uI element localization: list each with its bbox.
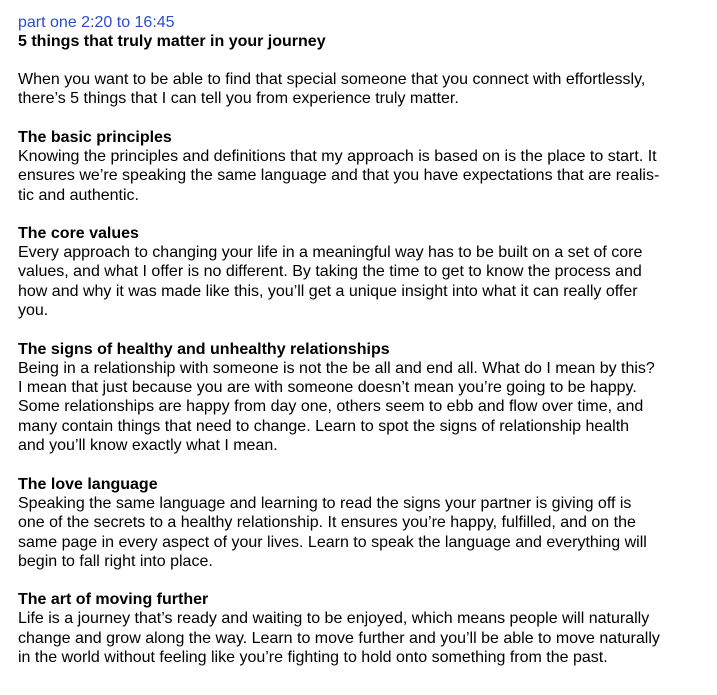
section-moving-further (18, 590, 707, 667)
body-line: values, and what I offer is no different. By taking the time to get to know the process and (18, 263, 642, 281)
document-title: 5 things that truly matter in your journey (18, 33, 326, 50)
body-line: many contain things that need to change. Learn to spot the signs of relationship health (18, 417, 630, 435)
section-title: The love language (18, 475, 158, 493)
section-body (18, 243, 707, 321)
body-line: Every approach to changing your life in a meaningful way has to be built on a set of core (18, 244, 643, 262)
section-core-values (18, 224, 707, 321)
body-line: tic and authentic. (18, 186, 139, 204)
section-relationship-signs (18, 340, 707, 456)
body-line: I mean that just because you are with someone doesn’t mean you’re going to be happy. (18, 379, 637, 397)
body-line: Life is a journey that’s ready and waiting to be enjoyed, which means people will naturally (18, 610, 650, 628)
body-line: Being in a relationship with someone is not the be all and end all. What do I mean by this? (18, 359, 655, 377)
section-love-language (18, 475, 707, 572)
body-line: ensures we’re speaking the same language and that you have expectations that are realis- (18, 167, 660, 185)
section-basic-principles (18, 128, 707, 205)
body-line: how and why it was made like this, you’ll get a unique insight into what it can really offer (18, 282, 638, 300)
body-line: one of the secrets to a healthy relationship. It ensures you’re happy, fulfilled, and on the (18, 514, 636, 532)
body-line: you. (18, 302, 49, 320)
intro-line: When you want to be able to find that special someone that you connect with effortlessly, (18, 71, 646, 88)
body-line: Speaking the same language and learning to read the signs your partner is giving off is (18, 494, 632, 512)
section-title: The signs of healthy and unhealthy relationships (18, 340, 390, 358)
section-body (18, 609, 707, 667)
section-title: The core values (18, 225, 139, 243)
section-body (18, 147, 707, 205)
section-body (18, 494, 707, 572)
body-line: and you’ll know exactly what I mean. (18, 437, 278, 455)
body-line: change and grow along the way. Learn to move further and you’ll be able to move naturally (18, 629, 660, 647)
intro-line: there’s 5 things that I can tell you from experience truly matter. (18, 90, 459, 108)
section-body (18, 359, 707, 456)
part-label: part one 2:20 to 16:45 (18, 14, 175, 31)
body-line: Some relationships are happy from day one, others seem to ebb and flow over time, and (18, 398, 644, 416)
intro-paragraph (18, 70, 707, 109)
body-line: in the world without feeling like you’re fighting to hold onto something from the past. (18, 649, 608, 667)
body-line: begin to fall right into place. (18, 552, 213, 570)
section-title: The basic principles (18, 128, 172, 146)
body-line: Knowing the principles and definitions that my approach is based on is the place to start. It (18, 147, 657, 165)
section-title: The art of moving further (18, 591, 209, 609)
body-line: same page in every aspect of your lives. Learn to speak the language and everything will (18, 533, 647, 551)
